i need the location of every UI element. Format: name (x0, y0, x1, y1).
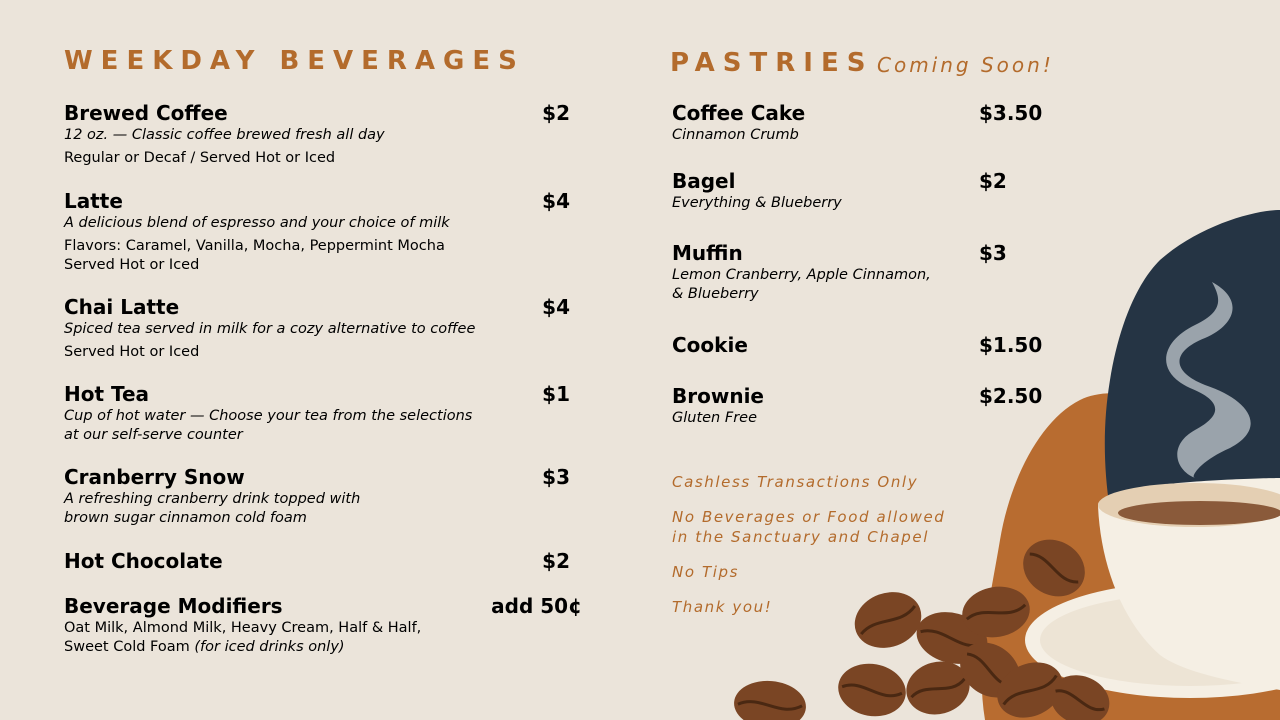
item-name: Hot Chocolate (64, 549, 223, 573)
item-price: $3.50 (979, 101, 1043, 125)
coffee-bean-icon (732, 678, 808, 720)
item-name: Cookie (672, 333, 748, 357)
item-price: $2 (979, 169, 1007, 193)
policy-line: Cashless Transactions Only (672, 473, 919, 491)
item-name: Muffin (672, 241, 743, 265)
item-description: Everything & Blueberry (672, 195, 842, 211)
item-note: Served Hot or Iced (64, 344, 200, 360)
beverage-item (64, 593, 584, 657)
pastry-item (672, 168, 1042, 213)
item-price: $2 (542, 549, 570, 573)
item-description: & Blueberry (672, 286, 759, 302)
item-price: $4 (542, 295, 570, 319)
item-description: Spiced tea served in milk for a cozy alternative to coffee (64, 321, 476, 337)
item-description: at our self-serve counter (64, 427, 243, 443)
policy-note (672, 562, 739, 582)
note-italic: (for iced drinks only) (194, 639, 345, 655)
beverage-item (64, 188, 584, 275)
item-name: Brownie (672, 384, 764, 408)
item-description: Lemon Cranberry, Apple Cinnamon, (672, 267, 931, 283)
item-price: $1.50 (979, 333, 1043, 357)
item-name: Bagel (672, 169, 736, 193)
item-price: $3 (542, 465, 570, 489)
beverage-item (64, 548, 584, 574)
item-description: A delicious blend of espresso and your choice of milk (64, 215, 450, 231)
policy-line: No Beverages or Food allowed (672, 508, 946, 526)
item-description: A refreshing cranberry drink topped with (64, 491, 361, 507)
item-note: Oat Milk, Almond Milk, Heavy Cream, Half & Half, (64, 620, 422, 636)
item-description: Cup of hot water — Choose your tea from the selections (64, 408, 473, 424)
item-name: Coffee Cake (672, 101, 806, 125)
item-name: Beverage Modifiers (64, 594, 283, 618)
item-note (64, 638, 584, 657)
coffee-bean-icon (847, 583, 929, 657)
item-name: Hot Tea (64, 382, 150, 406)
item-price: $4 (542, 189, 570, 213)
pastry-item (672, 100, 1042, 145)
item-price: $2.50 (979, 384, 1043, 408)
item-name: Brewed Coffee (64, 101, 228, 125)
item-note: Regular or Decaf / Served Hot or Iced (64, 150, 336, 166)
item-price: $3 (979, 241, 1007, 265)
beverage-item (64, 100, 584, 168)
item-description: 12 oz. — Classic coffee brewed fresh all day (64, 127, 385, 143)
note-text: Sweet Cold Foam (64, 639, 195, 655)
policy-note (672, 472, 918, 492)
policy-line: in the Sanctuary and Chapel (672, 528, 929, 546)
item-description: Cinnamon Crumb (672, 127, 799, 143)
coffee-bean-icon (834, 658, 910, 720)
item-note: Served Hot or Iced (64, 257, 200, 273)
policy-line: No Tips (672, 563, 740, 581)
item-price: add 50¢ (491, 594, 582, 618)
beverage-item (64, 294, 584, 362)
item-note: Flavors: Caramel, Vanilla, Mocha, Peppermint Mocha (64, 238, 445, 254)
item-price: $1 (542, 382, 570, 406)
pastry-item (672, 240, 1042, 304)
beverage-item (64, 464, 584, 528)
policy-line: Thank you! (672, 598, 773, 616)
beverage-item (64, 381, 584, 445)
beverages-heading: WEEKDAY BEVERAGES (64, 46, 525, 76)
item-price: $2 (542, 101, 570, 125)
pastry-item (672, 383, 1042, 428)
policy-note (672, 507, 945, 547)
pastry-item (672, 332, 1042, 358)
policy-note (672, 597, 772, 617)
item-name: Latte (64, 189, 123, 213)
item-description: brown sugar cinnamon cold foam (64, 510, 307, 526)
coming-soon-label: Coming Soon! (877, 53, 1054, 77)
pastries-heading: PASTRIES (670, 48, 874, 78)
item-name: Cranberry Snow (64, 465, 245, 489)
item-description: Gluten Free (672, 410, 758, 426)
item-name: Chai Latte (64, 295, 180, 319)
